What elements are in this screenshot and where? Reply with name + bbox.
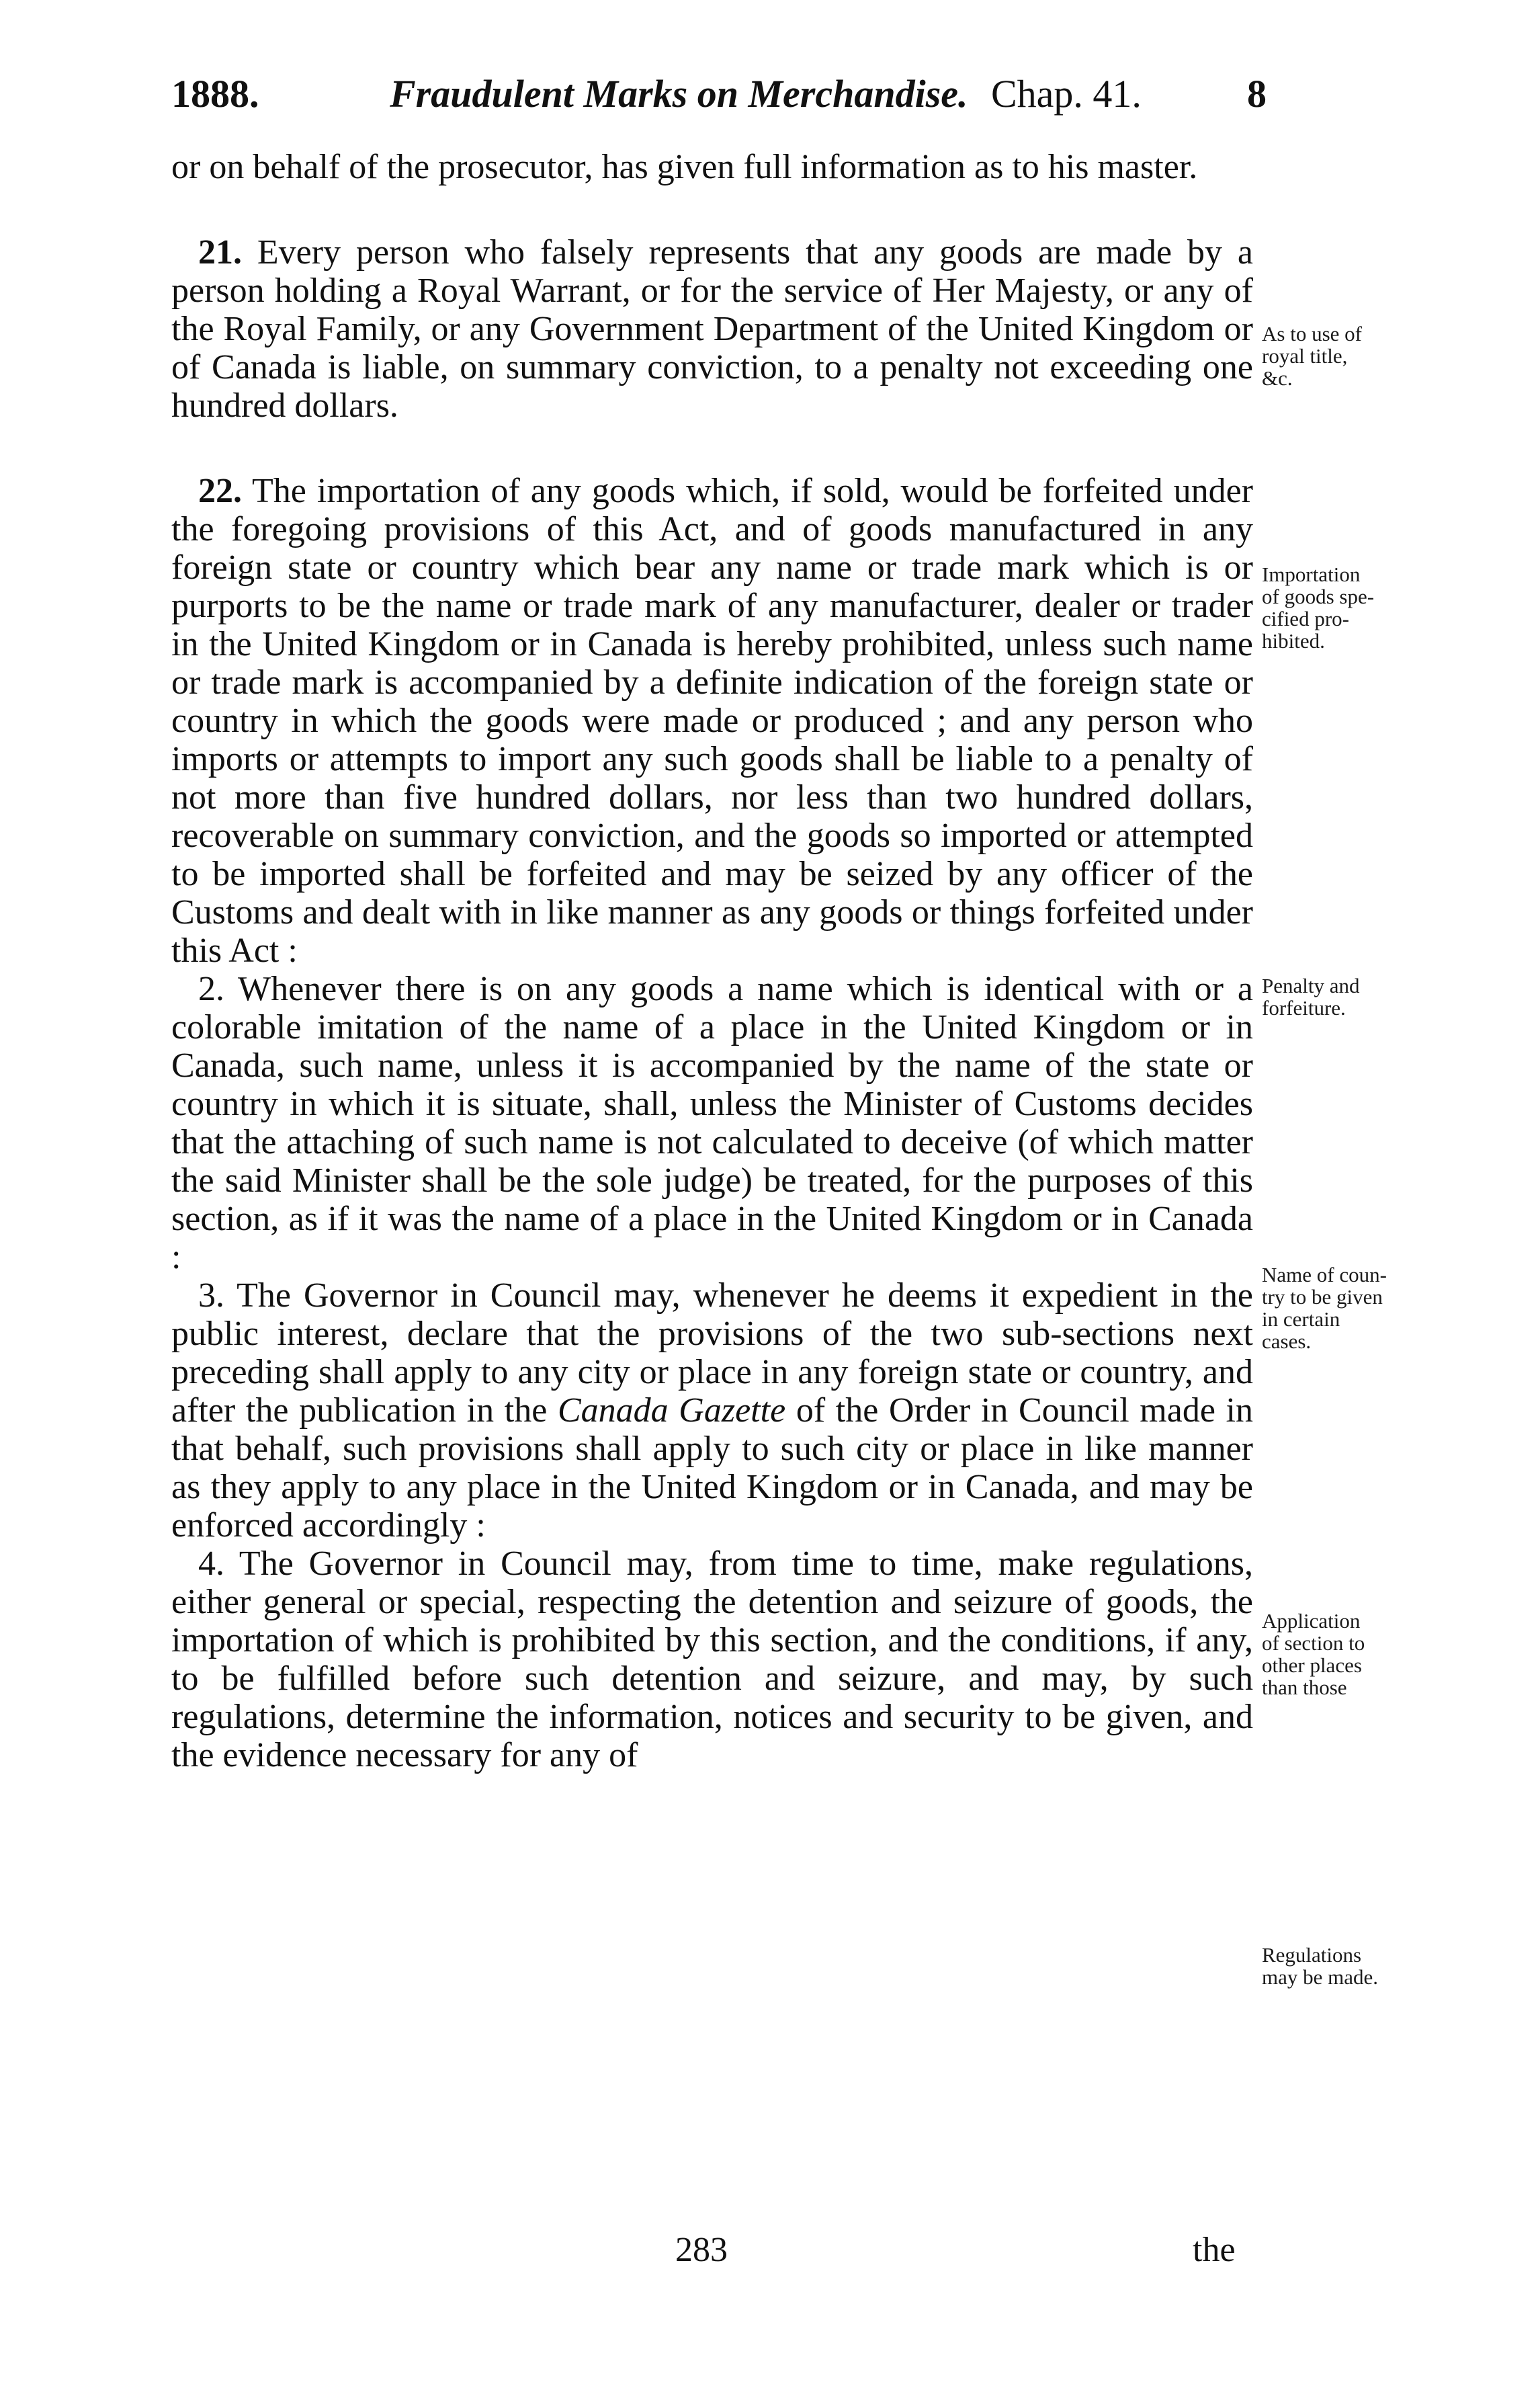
section-21 [171,233,1253,425]
subsection-4: 4. The Governor in Council may, from time to time, make regulations, either general or special, respecting the detention and seizure of goods, the importation of which is prohibited by this section, and the conditions, if any, to be fulfilled before such detention and seizure, and may, by such regulations, determine the information, notices and security to be given, and the evidence necessary for any of [171,1545,1253,1774]
margin-note-name-of-country [1262,1264,1463,1352]
margin-note-line: Application [1262,1609,1361,1633]
margin-note-regulations [1262,1944,1463,1988]
page-footer [0,2230,1540,2270]
margin-note-line: cases. [1262,1329,1312,1353]
margin-note-application [1262,1610,1463,1698]
margin-note-line: royal title, [1262,344,1348,368]
header-year: 1888. [171,72,259,116]
margin-note-penalty [1262,975,1463,1019]
margin-note-line: As to use of [1262,322,1362,345]
margin-note-line: forfeiture. [1262,996,1346,1020]
catchword: the [1193,2231,1236,2269]
margin-note-line: Name of coun- [1262,1263,1387,1286]
header-chapter: Chap. 41. [991,72,1142,116]
margin-note-line: may be made. [1262,1965,1379,1989]
header-page-number: 8 [1247,72,1267,116]
subsection-3 [171,1276,1253,1545]
section-21-number: 21. [198,233,242,272]
folio-number: 283 [675,2231,728,2269]
margin-note-line: cified pro- [1262,607,1349,630]
margin-note-line: try to be given [1262,1285,1383,1309]
section-21-text: Every person who falsely represents that any goods are made by a person holding a Royal Warrant, or for the service of Her Majesty, or any of the Royal Family, or any Government Department of the United Kingdom or of Canada is liable, on summary conviction, to a penalty not exceeding one hundred dollars. [171,233,1254,425]
margin-note-line: &c. [1262,366,1293,390]
canada-gazette: Canada Gazette [557,1391,786,1430]
margin-note-line: Regulations [1262,1943,1362,1967]
section-22 [171,472,1253,970]
margin-note-line: other places [1262,1653,1362,1677]
continued-paragraph: or on behalf of the prosecutor, has given full information as to his master. [171,148,1198,186]
margin-note-line: hibited. [1262,629,1325,653]
margin-note-line: than those [1262,1676,1347,1699]
section-22-number: 22. [198,472,242,510]
header-title: Fraudulent Marks on Merchandise. [390,72,968,116]
running-header [171,67,1267,121]
margin-note-line: Importation [1262,563,1361,586]
margin-note-line: in certain [1262,1307,1340,1331]
section-22-text: The importation of any goods which, if sold, would be forfeited under the foregoing provisions of this Act, and of goods manufactured in any foreign state or country which bear any name or trade mark which is or purports to be the name or trade mark of any manufacturer, dealer or trader in the United Kingdom or in Canada is hereby prohibited, unless such name or trade mark is accompanied by a definite indication of the foreign state or country in which the goods were made or produced ; and any person who imports or attempts to import any such goods shall be liable to a penalty of not more than five hundred dollars, nor less than two hundred dollars, recoverable on summary conviction, and the goods so imported or attempted to be imported shall be forfeited and may be seized by any officer of the Customs and dealt with in like manner as any goods or things forfeited under this Act : [171,472,1253,970]
margin-note-royal-title [1262,323,1463,389]
margin-note-line: of goods spe- [1262,585,1375,608]
subsection-3-text-a: 3. The Governor in Council may, whenever he deems it expedient in the public interest, declare that the provisions of the two sub-sections next preceding shall apply to any city or place in any foreign state or country, and after the publication in the [171,1276,1253,1430]
body-text [171,148,1253,1774]
margin-note-line: Penalty and [1262,974,1360,997]
margin-note-line: of section to [1262,1631,1365,1655]
subsection-3-text-b: of the Order in Council made in that behalf, such provisions shall apply to such city or place in like manner as they apply to any place in the United Kingdom or in Canada, and may be enforced accordingly : [171,1391,1253,1545]
margin-note-importation [1262,563,1463,652]
subsection-2: 2. Whenever there is on any goods a name which is identical with or a colorable imitation of the name of a place in the United Kingdom or in Canada, such name, unless it is accompanied by the name of the state or country in which it is situate, shall, unless the Minister of Customs decides that the attaching of such name is not calculated to deceive (of which matter the said Minister shall be the sole judge) be treated, for the purposes of this section, as if it was the name of a place in the United Kingdom or in Canada : [171,970,1253,1276]
